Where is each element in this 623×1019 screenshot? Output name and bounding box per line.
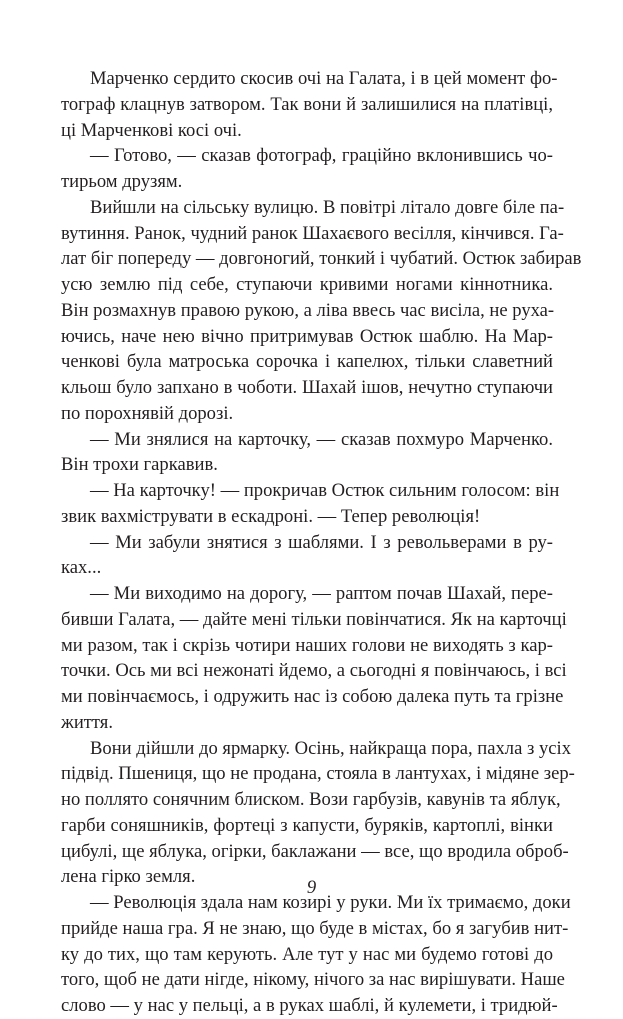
text-line: слово — у нас у пельці, а в руках шаблі, й кулемети, і тридюй- xyxy=(61,995,558,1016)
text-line: гарби соняшників, фортеці з капусти, буряків, картоплі, вінки xyxy=(61,814,553,836)
text-line: бивши Галата, — дайте мені тільки повінчатися. Як на карточці xyxy=(61,608,567,630)
text-line: ці Марченкові косі очі. xyxy=(61,119,242,141)
text-line: того, щоб не дати нігде, нікому, нічого за нас вирішувати. Наше xyxy=(61,969,565,991)
text-line: Вони дійшли до ярмарку. Осінь, найкраща пора, пахла з усіх xyxy=(90,737,571,759)
text-line: лена гірко земля. xyxy=(61,866,196,888)
text-line: по порохнявій дорозі. xyxy=(61,402,234,424)
text-line: усю землю під себе, ступаючи кривими ногами кіннотника. xyxy=(61,274,553,295)
text-line: но поллято сонячним блиском. Вози гарбузів, кавунів та яблук, xyxy=(61,789,561,810)
text-line: тограф клацнув затвором. Так вони й залишилися на платівці, xyxy=(61,93,553,115)
text-line: Марченко сердито скосив очі на Галата, і в цей момент фо- xyxy=(90,68,558,89)
text-line: лат біг попереду — довгоногий, тонкий і чубатий. Остюк забирав xyxy=(61,248,582,270)
text-line: ми разом, так і скрізь чотири наших голови не виходять з кар- xyxy=(61,634,553,656)
text-line: — На карточку! — прокричав Остюк сильним голосом: він xyxy=(90,480,560,501)
text-line: звик вахміструвати в ескадроні. — Тепер революція! xyxy=(61,505,481,527)
text-line: ченкові була матроська сорочка і капелюх, тільки славетний xyxy=(61,351,553,373)
text-line: тирьом друзям. xyxy=(61,171,183,192)
text-line: ках... xyxy=(61,557,102,579)
page-number: 9 xyxy=(306,877,317,898)
text-line: — Готово, — сказав фотограф, граційно вклонившись чо- xyxy=(90,145,553,167)
text-line: життя. xyxy=(61,711,114,733)
text-line: Він трохи гаркавив. xyxy=(61,454,218,476)
text-line: ку до тих, що там керують. Але тут у нас ми будемо готові до xyxy=(61,943,553,965)
text-line: Він розмахнув правою рукою, а ліва ввесь час висіла, не руха- xyxy=(61,299,555,321)
text-line: кльош було запхано в чоботи. Шахай ішов, нечутно ступаючи xyxy=(61,377,553,398)
text-line: — Ми виходимо на дорогу, — раптом почав Шахай, пере- xyxy=(90,583,553,604)
text-line: Вийшли на сільську вулицю. В повітрі літало довге біле па- xyxy=(90,196,565,218)
text-line: ючись, наче нею вічно притримував Остюк шаблю. На Мар- xyxy=(61,325,553,347)
text-line: ми повінчаємось, і одружить нас із собою далека путь та грізне xyxy=(61,686,564,707)
text-line: цибулі, ще яблука, огірки, баклажани — все, що вродила оброб- xyxy=(61,840,569,862)
text-line: — Революція здала нам козирі у руки. Ми їх тримаємо, доки xyxy=(90,892,571,913)
text-line: прийде наша гра. Я не знаю, що буде в містах, бо я загубив нит- xyxy=(61,917,569,939)
text-line: підвід. Пшениця, що не продана, стояла в лантухах, і мідяне зер- xyxy=(61,763,575,785)
text-line: — Ми знялися на карточку, — сказав похмуро Марченко. xyxy=(90,428,553,450)
text-line: точки. Ось ми всі нежонаті йдемо, а сьогодні я повінчаюсь, і всі xyxy=(61,660,567,682)
text-line: — Ми забули знятися з шаблями. І з револьверами в ру- xyxy=(90,531,553,553)
text-line: вутиння. Ранок, чудний ранок Шахаєвого весілля, кінчився. Га- xyxy=(61,222,564,244)
